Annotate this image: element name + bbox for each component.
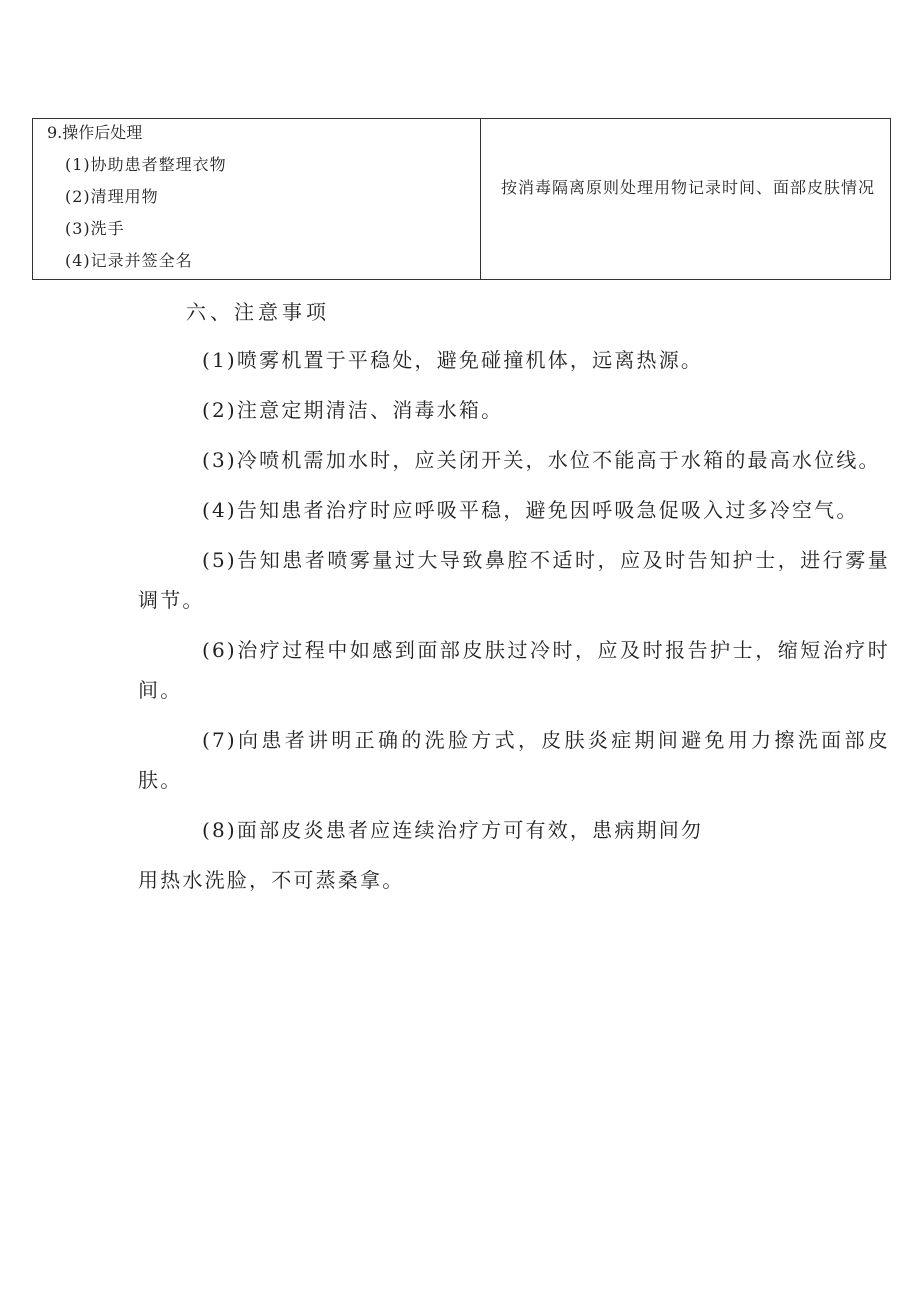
- step-item: (3)洗手: [65, 219, 125, 238]
- note-item: (4)告知患者治疗时应呼吸平稳，避免因呼吸急促吸入过多冷空气。: [202, 498, 859, 522]
- note-item: (3)冷喷机需加水时，应关闭开关，水位不能高于水箱的最高水位线。: [202, 448, 881, 472]
- procedure-table: [32, 118, 891, 280]
- step-item: (4)记录并签全名: [65, 251, 193, 270]
- note-item: (5)告知患者喷雾量过大导致鼻腔不适时，应及时告知护士，进行雾量调节。: [138, 548, 890, 612]
- step-item: (1)协助患者整理衣物: [65, 155, 227, 174]
- note-item: (1)喷雾机置于平稳处，避免碰撞机体，远离热源。: [202, 348, 704, 372]
- procedure-note: 按消毒隔离原则处理用物记录时间、面部皮肤情况: [501, 178, 876, 197]
- note-item: (7)向患者讲明正确的洗脸方式，皮肤炎症期间避免用力擦洗面部皮肤。: [138, 728, 890, 792]
- procedure-step-cell: [33, 119, 481, 280]
- note-item: (2)注意定期清洁、消毒水箱。: [202, 398, 504, 422]
- section-heading: 六、注意事项: [186, 300, 330, 324]
- step-item: (2)清理用物: [65, 187, 159, 206]
- table-row: [33, 119, 891, 280]
- step-title: 9.操作后处理: [47, 123, 143, 142]
- notes-list: [138, 340, 890, 900]
- note-item: (6)治疗过程中如感到面部皮肤过冷时，应及时报告护士，缩短治疗时间。: [138, 638, 890, 702]
- procedure-note-cell: [481, 119, 891, 280]
- note-continuation: 用热水洗脸，不可蒸桑拿。: [138, 868, 405, 892]
- note-item: (8)面部皮炎患者应连续治疗方可有效，患病期间勿: [202, 818, 704, 842]
